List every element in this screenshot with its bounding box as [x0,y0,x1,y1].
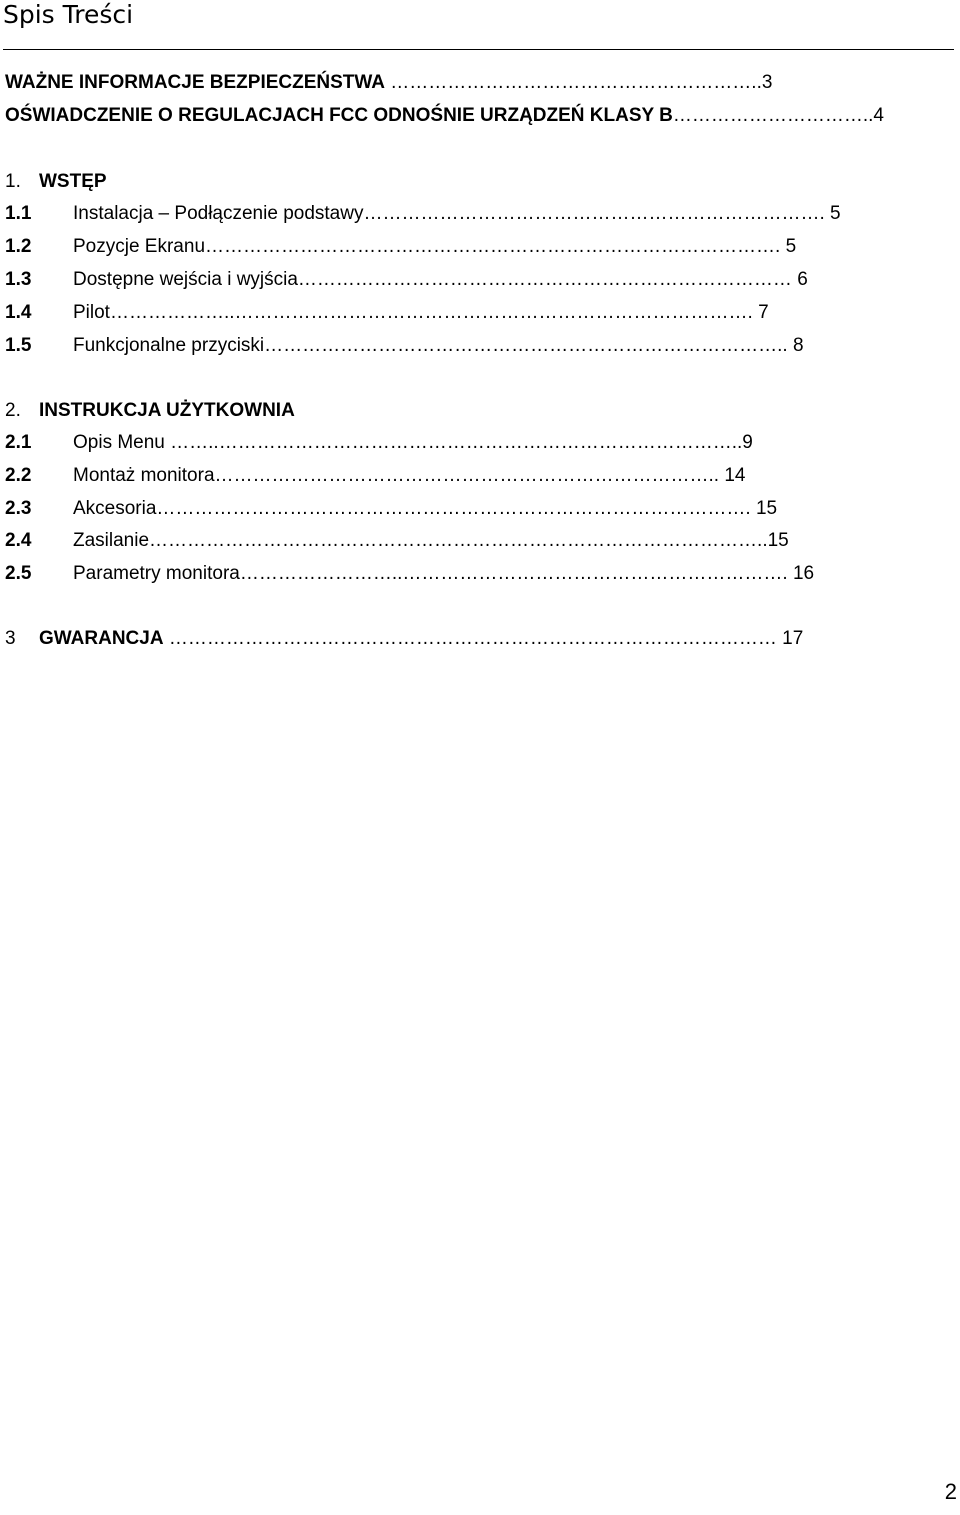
toc-leader-dots: …………………………………………………………………… [297,269,792,290]
toc-chapter-3[interactable] [5,627,803,651]
toc-entry-2-1[interactable] [5,431,753,455]
toc-entry-label: Instalacja – Podłączenie podstawy [73,203,364,224]
toc-entry-label: Parametry monitora [73,563,240,584]
toc-entry-number: 1.1 [5,203,32,224]
toc-page-number: 5 [824,203,841,224]
toc-leader-dots: ………………………………………………………………. [363,203,825,224]
toc-entry-number: 2.5 [5,563,32,584]
toc-page-number: 7 [752,302,769,323]
toc-entry-number: 1. [5,171,21,192]
page-number: 2 [944,1479,957,1504]
toc-entry-2-4[interactable] [5,529,789,553]
toc-leader-dots: ………………..………………………………………………………………………. [109,302,753,323]
toc-page-number: 5 [780,236,797,257]
toc-page-number: 4 [873,105,884,126]
toc-entry-number: 2.2 [5,465,32,486]
title-divider [3,49,954,50]
toc-entry-fcc[interactable] [5,104,884,128]
toc-page-number: 9 [742,432,753,453]
toc-chapter-2[interactable] [5,399,295,423]
toc-leader-dots: ……………………………………………………………………….. [264,335,788,356]
toc-page-number: 8 [787,335,804,356]
toc-leader-dots: ……..……………………………………………………………………….. [164,432,743,453]
toc-entry-label: Funkcjonalne przyciski [73,335,265,356]
toc-leader-dots: ………………………………………………………………………………. [205,236,781,257]
toc-leader-dots: ………………………………………………….. [385,72,762,93]
toc-entry-number: 1.4 [5,302,32,323]
toc-entry-label: Pilot [73,302,110,323]
toc-entry-1-5[interactable] [5,334,804,358]
toc-entry-2-3[interactable] [5,497,777,521]
toc-leader-dots: …………………………………………………………………………………. [156,498,751,519]
toc-leader-dots: ………………………….. [672,105,874,126]
toc-entry-1-2[interactable] [5,235,796,259]
toc-page-number: 6 [791,269,808,290]
toc-entry-label: Pozycje Ekranu [73,236,206,257]
toc-leader-dots: …………………………………………………………………….. [214,465,720,486]
toc-entry-1-4[interactable] [5,301,769,325]
toc-entry-label: Opis Menu [73,432,165,453]
toc-entry-label: Zasilanie [73,530,150,551]
toc-leader-dots: ……………………..……………………………………………………. [239,563,788,584]
toc-page-number: 15 [750,498,778,519]
toc-page-number: 17 [776,628,804,649]
toc-entry-number: 2.3 [5,498,32,519]
toc-entry-number: 1.2 [5,236,32,257]
toc-entry-number: 2.4 [5,530,32,551]
toc-entry-label: Dostępne wejścia i wyjścia [73,269,298,290]
toc-entry-label: GWARANCJA [39,628,164,649]
toc-entry-1-1[interactable] [5,202,841,226]
toc-entry-label: WSTĘP [39,171,107,192]
toc-leader-dots: …………………………………………………………………………………….. [149,530,768,551]
toc-leader-dots: …………………………………………………………………………………… [163,628,777,649]
toc-entry-label: Montaż monitora [73,465,215,486]
toc-page-number: 14 [719,465,746,486]
toc-entry-2-2[interactable] [5,464,746,488]
toc-entry-2-5[interactable] [5,562,814,586]
toc-entry-label: OŚWIADCZENIE O REGULACJACH FCC ODNOŚNIE URZĄDZEŃ KLASY B [5,105,673,126]
toc-entry-number: 2. [5,400,21,421]
toc-entry-number: 3 [5,628,16,649]
toc-page-number: 16 [787,563,815,584]
toc-entry-number: 2.1 [5,432,32,453]
page-title: Spis Treści [3,0,134,29]
toc-entry-number: 1.3 [5,269,32,290]
toc-page-number: 15 [767,530,789,551]
toc-entry-label: INSTRUKCJA UŻYTKOWNIA [39,400,295,421]
toc-entry-number: 1.5 [5,335,32,356]
toc-entry-label: Akcesoria [73,498,157,519]
toc-entry-label: WAŻNE INFORMACJE BEZPIECZEŃSTWA [5,72,386,93]
toc-page-number: 3 [761,72,773,93]
toc-entry-1-3[interactable] [5,268,808,292]
toc-chapter-1[interactable] [5,170,107,194]
toc-entry-safety[interactable] [5,71,772,95]
